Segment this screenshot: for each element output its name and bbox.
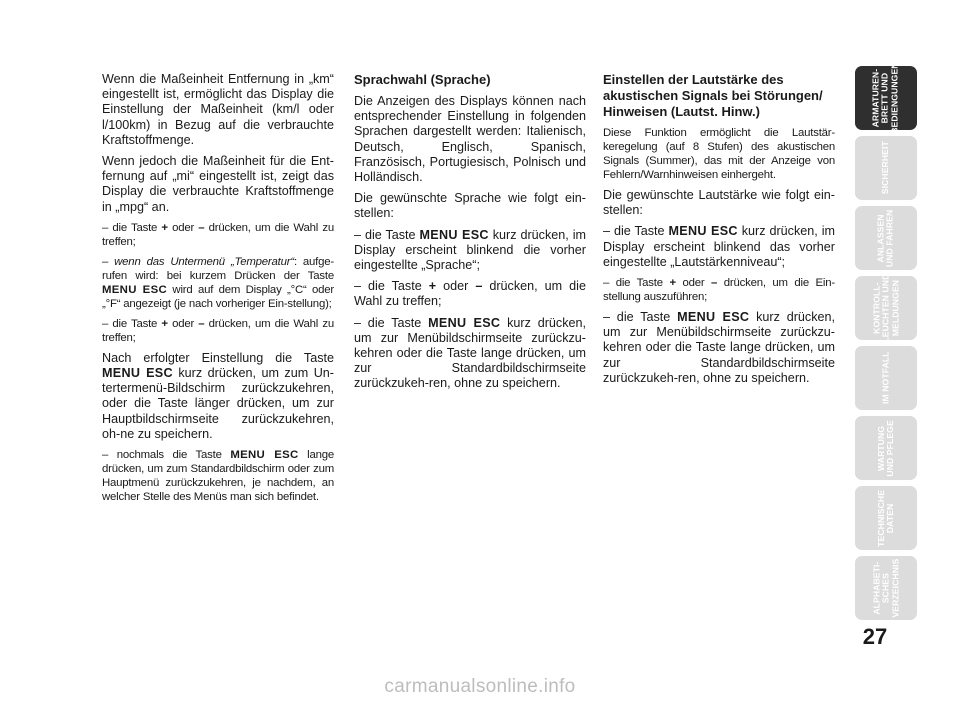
column-3 [603,72,835,392]
section-heading: Einstellen der Lautstärke des akustischen Signals bei Störungen/ Hinweisen (Lautst. Hinw.) [603,72,823,119]
step: – die Taste + oder – drücken, um die Wahl zu treffen; [102,317,334,344]
tab-sicherheit[interactable]: SICHERHEIT [855,136,917,200]
tab-technische-daten[interactable]: TECHNISCHE DATEN [855,486,917,550]
page-number: 27 [862,624,888,649]
plus-key-symbol: + [669,277,676,290]
minus-key-symbol: – [198,317,205,330]
menu-esc-key: MENU ESC [102,366,173,381]
menu-esc-key: MENU ESC [230,449,299,462]
plus-key-symbol: + [161,221,168,234]
paragraph: Die Anzeigen des Displays können nach entsprechender Einstellung in folgenden Sprachen dargestellt werden: Italienisch, Deutsch, Englisch, Spanisch, Französisch, Portugiesisch, Polnisch und Holländisch. [354,94,586,185]
column-2 [354,72,586,398]
step: – die Taste MENU ESC kurz drücken, um zur Menübildschirmseite zurückzu-kehren oder die Taste lange drücken, um zur Standardbildschirmseite zurückzukeh-ren, ohne zu speichern. [603,310,836,385]
step: – die Taste + oder – drücken, um die Ein-stellung auszuführen; [603,277,835,304]
paragraph: Wenn jedoch die Maßeinheit für die Ent-fernung auf „mi“ eingestellt ist, zeigt das Display die verbrauchte Kraftstoffmenge in „mpg“ an. [102,154,334,214]
step: – die Taste + oder – drücken, um die Wahl zu treffen; [354,279,586,309]
tab-wartung[interactable]: WARTUNG UND PFLEGE [855,416,917,480]
step: – die Taste MENU ESC kurz drücken, um zur Menübildschirmseite zurückzu-kehren oder die Taste lange drücken, um zur Standardbildschirmseite zurückzukeh-ren, ohne zu speichern. [354,315,587,391]
minus-key-symbol: – [198,221,205,234]
paragraph: Nach erfolgter Einstellung die Taste MENU ESC kurz drücken, um zum Un-tertermenü-Bildschirm zurückzukehren, oder die Taste länger drücken, um zur Hauptbildschirmseite zurückzukehren, oh-ne zu speichern. [102,350,335,441]
step: – die Taste + oder – drücken, um die Wahl zu treffen; [102,221,334,248]
paragraph: Die gewünschte Lautstärke wie folgt ein-stellen: [603,188,835,218]
step: – nochmals die Taste MENU ESC lange drücken, um zum Standardbildschirm oder zum Hauptmenü zurückzukehren, je nachdem, an welcher Stelle des Menüs man sich befindet. [102,449,334,504]
minus-key-symbol: – [475,279,483,294]
plus-key-symbol: + [161,317,168,330]
menu-esc-key: MENU ESC [428,315,501,330]
tab-verzeichnis[interactable]: ALPHABETI- SCHES VERZEICHNIS [855,556,917,620]
column-1 [102,72,334,510]
step: – die Taste MENU ESC kurz drücken, im Display erscheint blinkend das vorher eingestellte „Lautstärkenniveau“; [603,224,835,269]
tab-kontrollleuchten[interactable]: KONTROLL- LEUCHTEN UND MELDUNGEN [855,276,917,340]
watermark: carmanualsonline.info [384,676,576,697]
section-heading: Sprachwahl (Sprache) [354,72,491,87]
plus-key-symbol: + [428,279,437,294]
step: – wenn das Untermenü „Temperatur“: aufge-rufen wird: bei kurzem Drücken der Taste MENU ESC wird auf dem Display „°C“ oder „°F“ angezeigt (je nach vorheriger Ein-stellung); [102,255,335,310]
menu-esc-key: MENU ESC [419,227,489,242]
tab-anlassen[interactable]: ANLASSEN UND FAHREN [855,206,917,270]
menu-esc-key: MENU ESC [102,283,167,296]
tab-armaturenbrett[interactable]: ARMATUREN- BRETT UND BEDIENGUNGEN [855,66,917,130]
tab-im-notfall[interactable]: IM NOTFALL [855,346,917,410]
paragraph: Wenn die Maßeinheit Entfernung in „km“ eingestellt ist, ermöglicht das Display die Einstellung der Maßeinheit (km/l oder l/100km) in Bezug auf die verbrauchte Kraftstoffmenge. [102,72,334,147]
minus-key-symbol: – [711,277,718,290]
menu-esc-key: MENU ESC [668,224,738,239]
paragraph: Die gewünschte Sprache wie folgt ein-stellen: [354,191,586,221]
step: – die Taste MENU ESC kurz drücken, im Display erscheint blinkend die vorher eingestellte „Sprache“; [354,227,586,273]
paragraph: Diese Funktion ermöglicht die Lautstär-keregelung (auf 8 Stufen) des akustischen Signals (Summer), das mit der Anzeige von Fehlern/Warnhinweisen einhergeht. [603,127,835,181]
menu-esc-key: MENU ESC [677,310,750,325]
